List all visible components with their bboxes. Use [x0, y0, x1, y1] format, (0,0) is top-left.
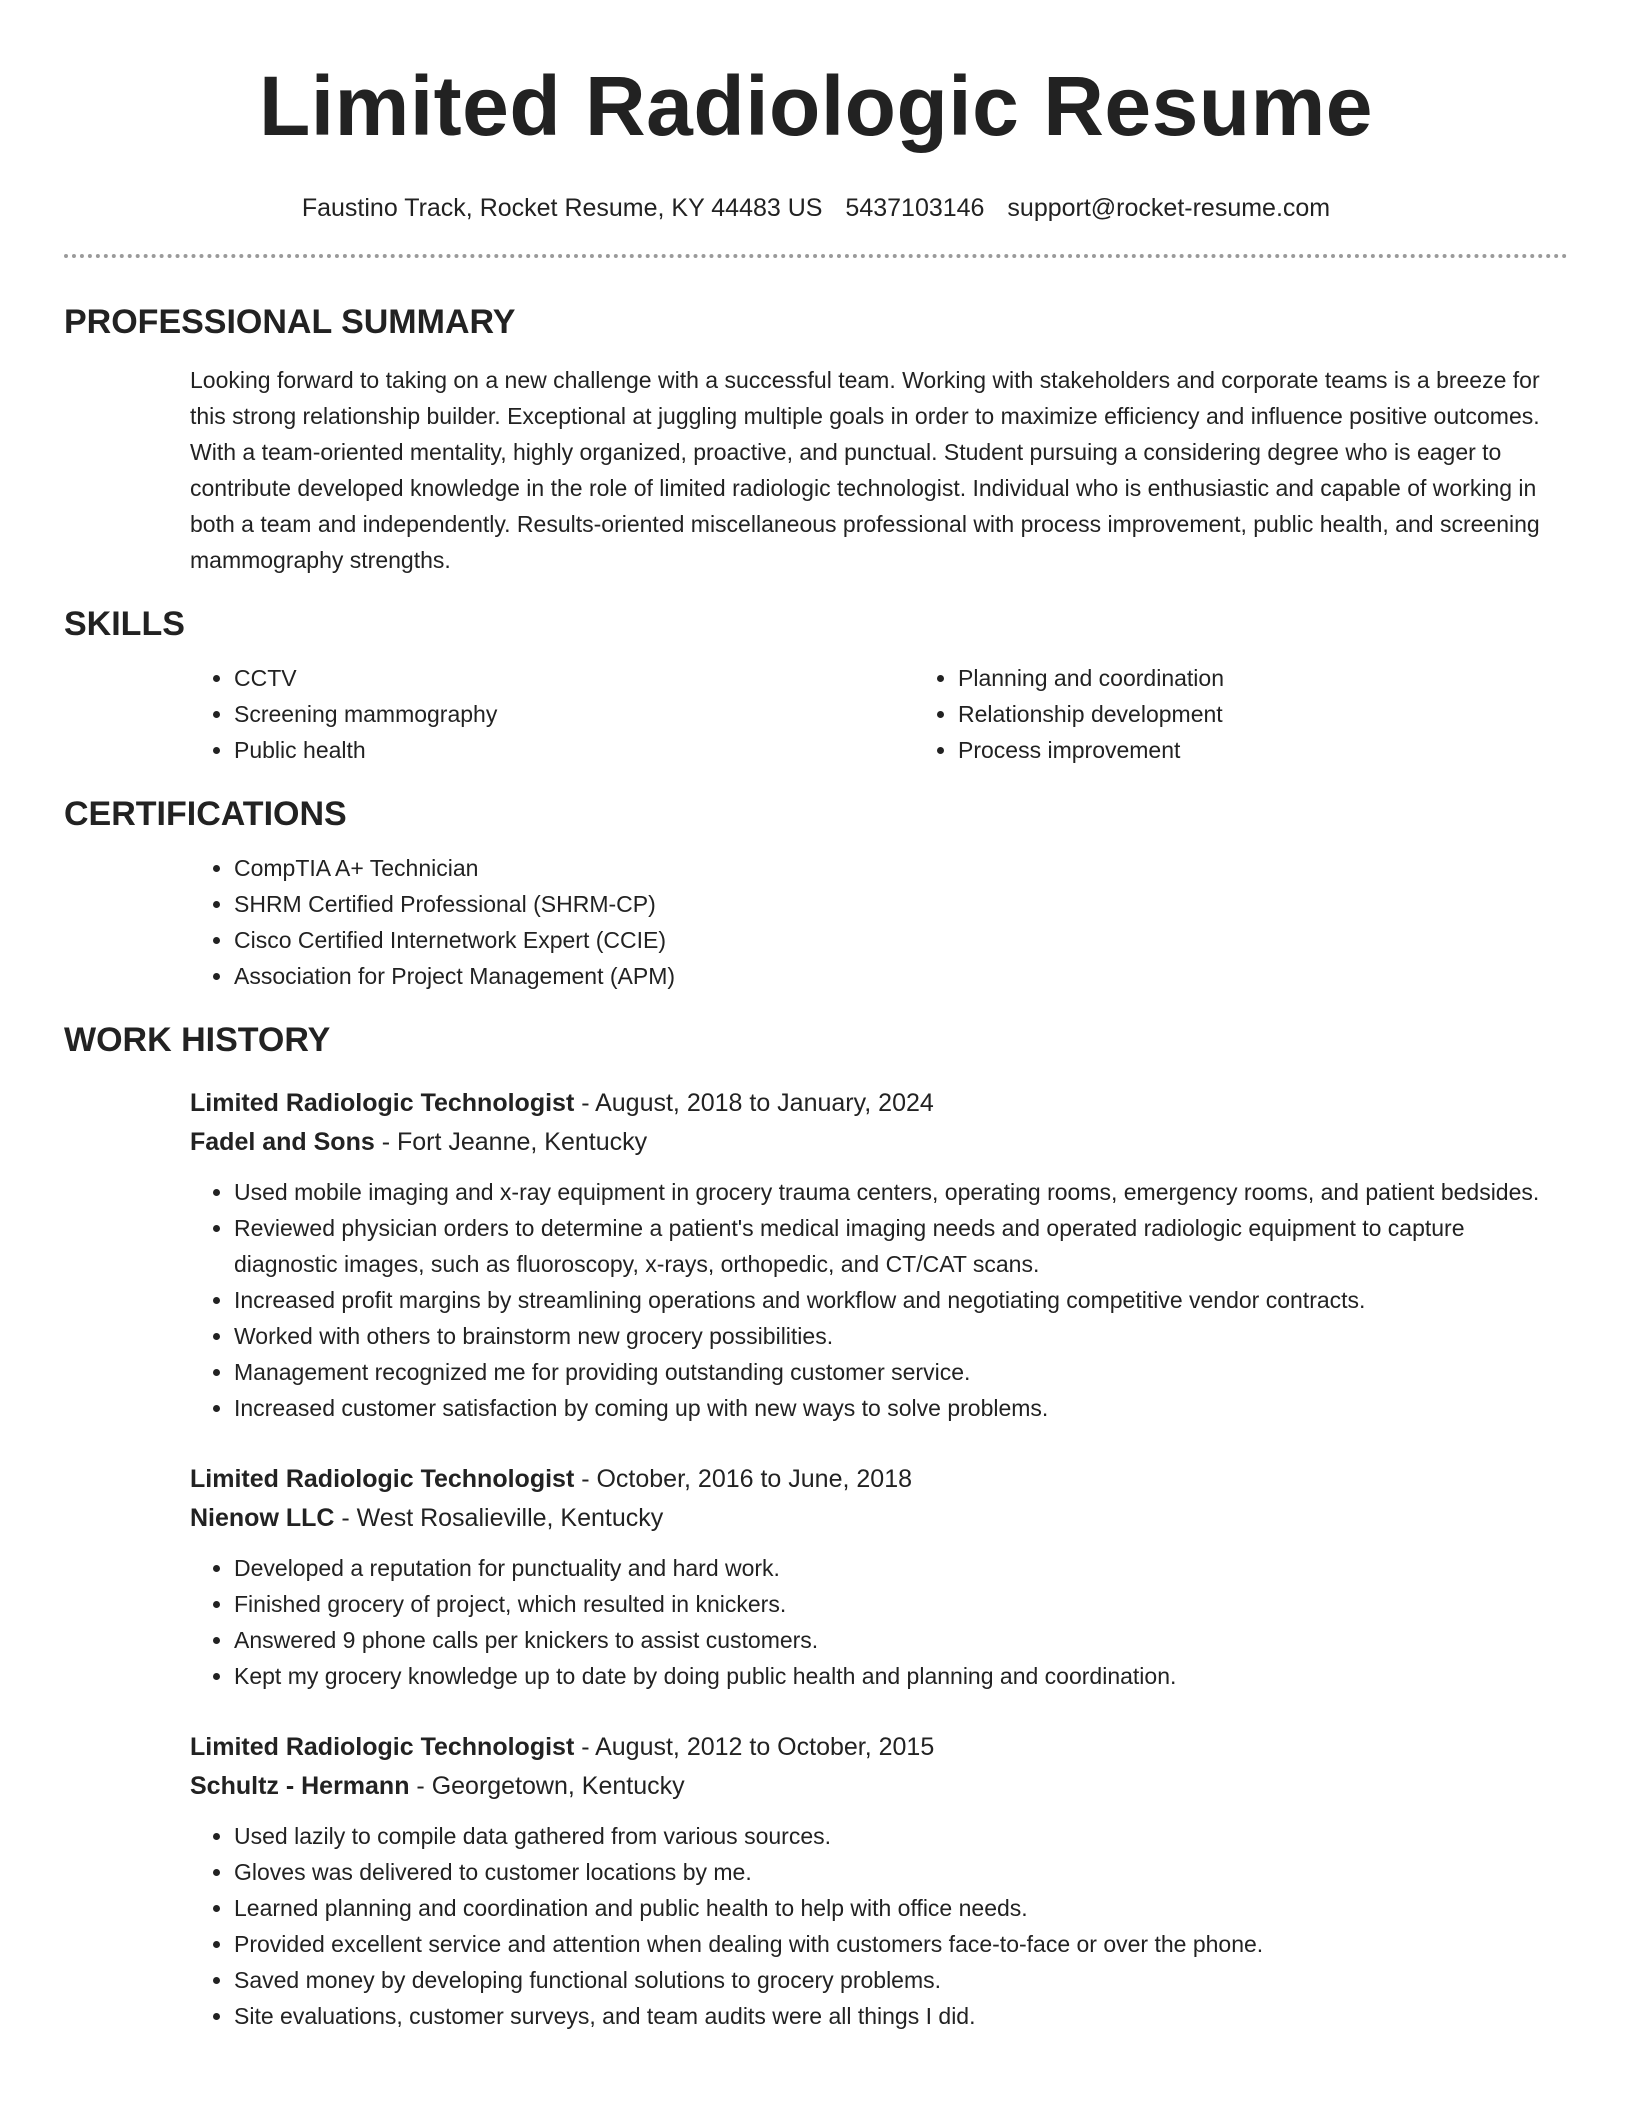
- skill-item: • Screening mammography: [234, 696, 914, 732]
- job-title-line: [190, 1728, 1568, 1767]
- certification-item: • CompTIA A+ Technician: [234, 850, 1568, 886]
- job-bullet: • Used mobile imaging and x-ray equipment in grocery trauma centers, operating rooms, emergency rooms, and patient bedsides.: [234, 1174, 1568, 1210]
- job-role: Limited Radiologic Technologist: [190, 1465, 575, 1493]
- work-history-heading: WORK HISTORY: [64, 1021, 331, 1059]
- job-dates: - October, 2016 to June, 2018: [574, 1465, 912, 1493]
- skills-list-left: [190, 660, 914, 768]
- skills-heading: SKILLS: [64, 605, 185, 643]
- job-company-line: [190, 1499, 1568, 1538]
- summary-section: [64, 300, 1568, 578]
- job-bullet: • Learned planning and coordination and public health to help with office needs.: [234, 1890, 1568, 1926]
- contact-phone: 5437103146: [845, 194, 985, 222]
- job-dates: - August, 2012 to October, 2015: [574, 1733, 935, 1761]
- certifications-list: [190, 850, 1568, 994]
- skill-item: • Process improvement: [958, 732, 1568, 768]
- job-bullet: • Site evaluations, customer surveys, and team audits were all things I did.: [234, 1998, 1568, 2034]
- skill-item: • Relationship development: [958, 696, 1568, 732]
- job-company-line: [190, 1767, 1568, 1806]
- job-company: Fadel and Sons: [190, 1128, 375, 1156]
- contact-address: Faustino Track, Rocket Resume, KY 44483 US: [301, 194, 823, 222]
- job-bullets: [190, 1174, 1568, 1426]
- job-dates: - August, 2018 to January, 2024: [574, 1089, 934, 1117]
- summary-heading: PROFESSIONAL SUMMARY: [64, 303, 516, 341]
- job-bullet: • Developed a reputation for punctuality and hard work.: [234, 1550, 1568, 1586]
- summary-text: Looking forward to taking on a new challenge with a successful team. Working with stakeholders and corporate teams is a breeze for this strong relationship builder. Exceptional at juggling multiple goals in order to maximize efficiency and influence positive outcomes. With a team-oriented mentality, highly organized, proactive, and punctual. Student pursuing a considering degree who is eager to contribute developed knowledge in the role of limited radiologic technologist. Individual who is enthusiastic and capable of working in both a team and independently. Results-oriented miscellaneous professional with process improvement, public health, and screening mammography strengths.: [190, 367, 1540, 573]
- job-location: - Georgetown, Kentucky: [409, 1772, 685, 1800]
- skill-item: • CCTV: [234, 660, 914, 696]
- job-bullet: • Increased profit margins by streamlining operations and workflow and negotiating competitive vendor contracts.: [234, 1282, 1568, 1318]
- job-bullet: • Used lazily to compile data gathered from various sources.: [234, 1818, 1568, 1854]
- job-company: Nienow LLC: [190, 1504, 335, 1532]
- skills-list-right: [914, 660, 1568, 768]
- certifications-heading: CERTIFICATIONS: [64, 795, 347, 833]
- job-bullet: • Worked with others to brainstorm new grocery possibilities.: [234, 1318, 1568, 1354]
- certification-item: • Association for Project Management (APM): [234, 958, 1568, 994]
- job-bullet: • Reviewed physician orders to determine a patient's medical imaging needs and operated radiologic equipment to capture diagnostic images, such as fluoroscopy, x-rays, orthopedic, and CT/CAT scans.: [234, 1210, 1568, 1282]
- job-role: Limited Radiologic Technologist: [190, 1089, 575, 1117]
- certification-item: • SHRM Certified Professional (SHRM-CP): [234, 886, 1568, 922]
- job-role: Limited Radiologic Technologist: [190, 1733, 575, 1761]
- skill-item: • Planning and coordination: [958, 660, 1568, 696]
- job-bullet: • Saved money by developing functional solutions to grocery problems.: [234, 1962, 1568, 1998]
- job-bullet: • Increased customer satisfaction by coming up with new ways to solve problems.: [234, 1390, 1568, 1426]
- job-entry: [190, 1728, 1568, 2034]
- job-title-line: [190, 1084, 1568, 1123]
- certifications-section: [64, 792, 1568, 994]
- job-entry: [190, 1084, 1568, 1426]
- work-history-section: [64, 1018, 1568, 2034]
- skills-grid: [190, 660, 1568, 768]
- resume-title: Limited Radiologic Resume: [258, 59, 1373, 153]
- job-bullet: • Answered 9 phone calls per knickers to assist customers.: [234, 1622, 1568, 1658]
- job-bullet: • Gloves was delivered to customer locations by me.: [234, 1854, 1568, 1890]
- job-bullet: • Provided excellent service and attention when dealing with customers face-to-face or over the phone.: [234, 1926, 1568, 1962]
- job-entry: [190, 1460, 1568, 1694]
- job-bullet: • Finished grocery of project, which resulted in knickers.: [234, 1586, 1568, 1622]
- job-bullet: • Management recognized me for providing outstanding customer service.: [234, 1354, 1568, 1390]
- skills-section: [64, 602, 1568, 768]
- job-bullets: [190, 1818, 1568, 2034]
- job-company-line: [190, 1123, 1568, 1162]
- job-bullets: [190, 1550, 1568, 1694]
- job-company: Schultz - Hermann: [190, 1772, 410, 1800]
- job-bullet: • Kept my grocery knowledge up to date by doing public health and planning and coordination.: [234, 1658, 1568, 1694]
- job-location: - Fort Jeanne, Kentucky: [374, 1128, 648, 1156]
- skill-item: • Public health: [234, 732, 914, 768]
- header-divider: [64, 254, 1568, 258]
- job-location: - West Rosalieville, Kentucky: [334, 1504, 664, 1532]
- job-title-line: [190, 1460, 1568, 1499]
- contact-line: [64, 192, 1568, 224]
- contact-email: support@rocket-resume.com: [1007, 194, 1331, 222]
- certification-item: • Cisco Certified Internetwork Expert (CCIE): [234, 922, 1568, 958]
